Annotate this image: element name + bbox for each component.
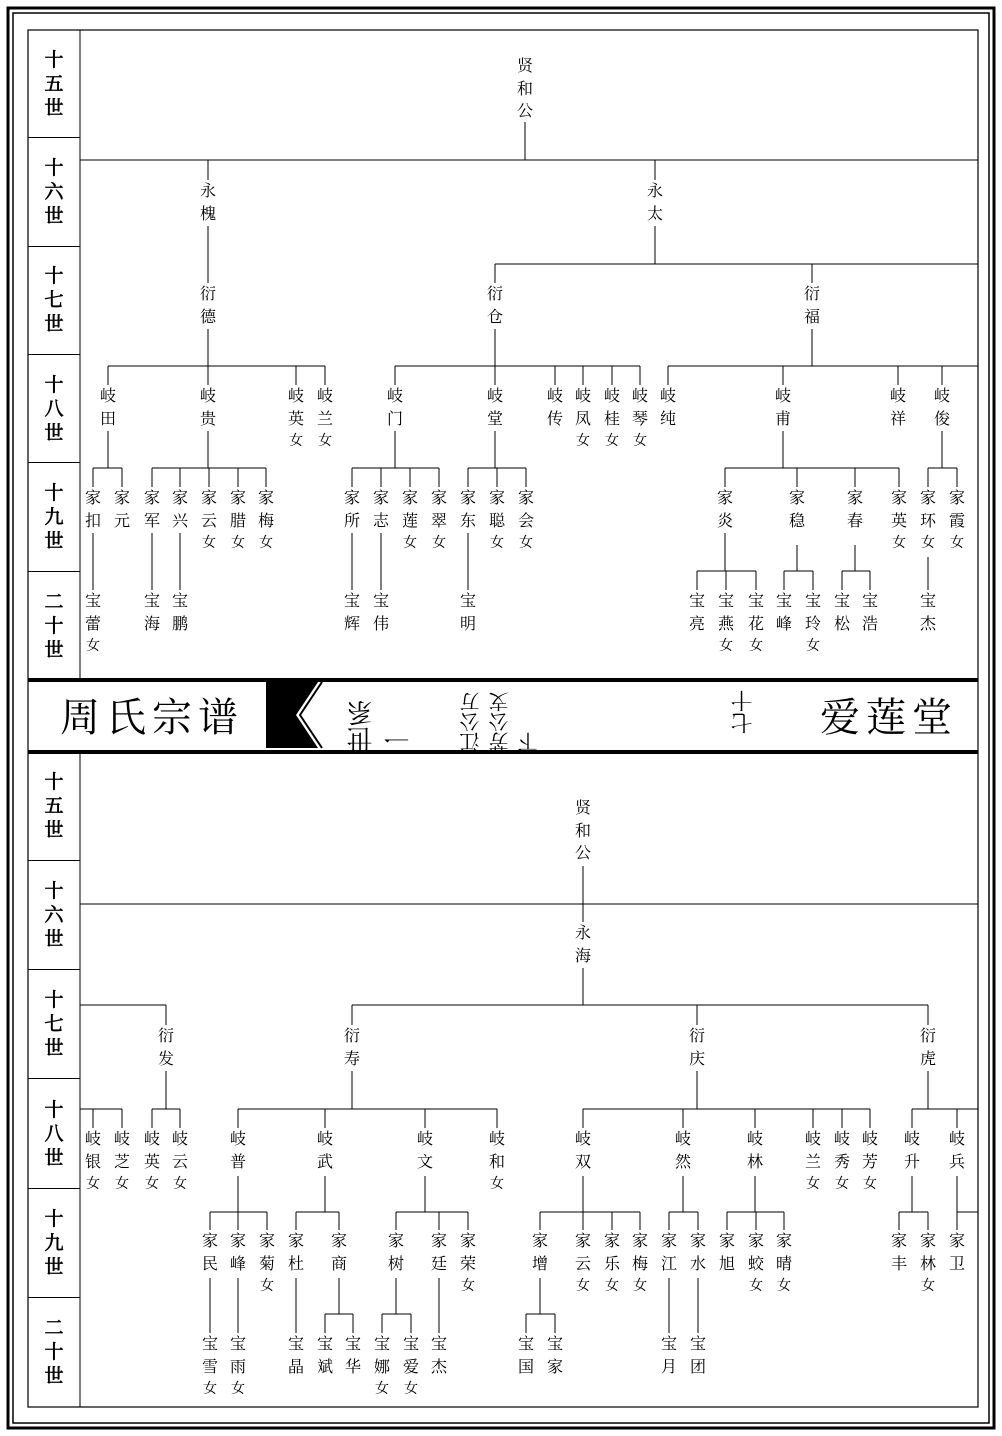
person-node: 岐 堂	[486, 386, 503, 428]
person-node: 家 英 女	[890, 488, 907, 551]
person-node: 宝 杰	[430, 1334, 447, 1376]
person-node: 岐 俊	[933, 386, 950, 428]
person-node: 岐 芳 女	[861, 1129, 878, 1192]
person-node: 衍 德	[199, 284, 216, 326]
person-node: 宝 伟	[372, 591, 389, 633]
person-node: 贤 和 公	[516, 56, 533, 120]
generation-label: 十 八 世	[28, 355, 80, 463]
generation-label: 十 六 世	[28, 861, 80, 970]
person-node: 家 莲 女	[401, 488, 418, 551]
person-node: 岐 琴 女	[631, 386, 648, 449]
person-node: 宝 燕 女	[717, 591, 734, 654]
person-node: 宝 国	[517, 1334, 534, 1376]
section-label: 世系一	[347, 700, 414, 752]
branch-label: 江公万芳公支下	[459, 692, 541, 752]
person-node: 衍 福	[803, 284, 820, 326]
person-node: 衍 寿	[343, 1026, 360, 1068]
person-node: 宝 蕾 女	[84, 591, 101, 654]
person-node: 宝 雪 女	[201, 1334, 218, 1397]
person-node: 宝 鹏	[171, 591, 188, 633]
person-node: 岐 升	[903, 1129, 920, 1171]
person-node: 家 丰	[890, 1231, 907, 1273]
person-node: 家 旭	[718, 1231, 735, 1273]
person-node: 家 峰	[229, 1231, 246, 1273]
person-node: 宝 杰	[919, 591, 936, 633]
person-node: 宝 娜 女	[373, 1334, 390, 1397]
person-node: 岐 芝 女	[113, 1129, 130, 1192]
person-node: 宝 峰	[775, 591, 792, 633]
person-node: 衍 仓	[486, 284, 503, 326]
person-node: 家 腊 女	[229, 488, 246, 551]
person-node: 岐 纯	[659, 386, 676, 428]
person-node: 家 翠 女	[430, 488, 447, 551]
person-node: 宝 松	[833, 591, 850, 633]
person-node: 家 霞 女	[948, 488, 965, 551]
generation-label: 十 五 世	[28, 30, 80, 138]
person-node: 家 卫	[948, 1231, 965, 1273]
person-node: 岐 英 女	[287, 386, 304, 449]
person-node: 家 水	[689, 1231, 706, 1273]
hall-name: 爱 莲 堂	[820, 695, 954, 741]
person-node: 岐 桂 女	[603, 386, 620, 449]
person-node: 宝 雨 女	[229, 1334, 246, 1397]
person-node: 家 所	[343, 488, 360, 530]
person-node: 家 梅 女	[631, 1231, 648, 1294]
person-node: 家 荣 女	[459, 1231, 476, 1294]
person-node: 永 海	[574, 923, 591, 965]
person-node: 家 东	[459, 488, 476, 530]
person-node: 家 兴	[171, 488, 188, 530]
person-node: 岐 甫	[774, 386, 791, 428]
person-node: 家 环 女	[919, 488, 936, 551]
banner-arrow-emblem	[266, 680, 346, 752]
person-node: 宝 浩	[861, 591, 878, 633]
generation-label: 十 九 世	[28, 1189, 80, 1298]
person-node: 岐 武	[316, 1129, 333, 1171]
generation-label: 十 五 世	[28, 752, 80, 861]
person-node: 宝 明	[459, 591, 476, 633]
banner	[28, 680, 978, 752]
person-node: 宝 辉	[343, 591, 360, 633]
generation-label: 十 七 世	[28, 970, 80, 1079]
person-node: 家 元	[113, 488, 130, 530]
person-node: 岐 银 女	[84, 1129, 101, 1192]
person-node: 宝 家	[546, 1334, 563, 1376]
person-node: 永 太	[646, 181, 663, 223]
person-node: 宝 月	[660, 1334, 677, 1376]
person-node: 家 志	[372, 488, 389, 530]
person-node: 衍 发	[157, 1026, 174, 1068]
generation-label: 十 七 世	[28, 247, 80, 355]
person-node: 岐 田	[99, 386, 116, 428]
person-node: 岐 英 女	[143, 1129, 160, 1192]
person-node: 岐 兵	[948, 1129, 965, 1171]
person-node: 宝 爱 女	[402, 1334, 419, 1397]
generation-label: 十 八 世	[28, 1080, 80, 1189]
person-node: 家 稳	[788, 488, 805, 530]
person-node: 家 杜	[287, 1231, 304, 1273]
person-node: 家 江	[660, 1231, 677, 1273]
person-node: 岐 祥	[889, 386, 906, 428]
person-node: 家 商	[330, 1231, 347, 1273]
person-node: 宝 花 女	[747, 591, 764, 654]
generation-label: 二 十 世	[44, 590, 64, 661]
person-node: 家 军	[143, 488, 160, 530]
person-node: 岐 双	[574, 1129, 591, 1171]
person-node: 家 乐 女	[603, 1231, 620, 1294]
person-node: 家 晴 女	[775, 1231, 792, 1294]
person-node: 岐 凤 女	[574, 386, 591, 449]
person-node: 衍 虎	[919, 1026, 936, 1068]
person-node: 家 云 女	[200, 488, 217, 551]
person-node: 家 梅 女	[257, 488, 274, 551]
person-node: 宝 团	[689, 1334, 706, 1376]
person-node: 家 云 女	[574, 1231, 591, 1294]
person-node: 衍 庆	[688, 1026, 705, 1068]
page-number: 七十	[731, 690, 756, 734]
person-node: 宝 晶	[287, 1334, 304, 1376]
person-node: 永 槐	[199, 181, 216, 223]
person-node: 家 林 女	[919, 1231, 936, 1294]
person-node: 宝 斌	[316, 1334, 333, 1376]
person-node: 岐 普	[229, 1129, 246, 1171]
person-node: 家 增	[531, 1231, 548, 1273]
person-node: 岐 秀 女	[833, 1129, 850, 1192]
person-node: 宝 玲 女	[804, 591, 821, 654]
person-node: 岐 门	[386, 386, 403, 428]
person-node: 家 民	[201, 1231, 218, 1273]
person-node: 家 炎	[716, 488, 733, 530]
person-node: 宝 华	[344, 1334, 361, 1376]
person-node: 岐 兰 女	[804, 1129, 821, 1192]
person-node: 家 菊 女	[258, 1231, 275, 1294]
person-node: 宝 海	[143, 591, 160, 633]
person-node: 贤 和 公	[574, 798, 591, 862]
person-node: 家 会 女	[517, 488, 534, 551]
person-node: 岐 云 女	[171, 1129, 188, 1192]
person-node: 家 廷	[430, 1231, 447, 1273]
generation-label: 十 九 世	[28, 463, 80, 571]
person-node: 岐 然	[674, 1129, 691, 1171]
generation-label: 十 六 世	[28, 138, 80, 246]
person-node: 岐 传	[546, 386, 563, 428]
person-node: 岐 和 女	[488, 1129, 505, 1192]
person-node: 宝 亮	[688, 591, 705, 633]
person-node: 家 蛟 女	[747, 1231, 764, 1294]
person-node: 家 树	[387, 1231, 404, 1273]
person-node: 岐 兰 女	[316, 386, 333, 449]
person-node: 家 聪 女	[488, 488, 505, 551]
generation-label: 二 十 世	[44, 1317, 64, 1388]
genealogy-title: 周 氏 宗 谱	[60, 695, 240, 741]
person-node: 岐 林	[746, 1129, 763, 1171]
person-node: 岐 文	[416, 1129, 433, 1171]
person-node: 家 春	[846, 488, 863, 530]
person-node: 岐 贵	[199, 386, 216, 428]
person-node: 家 扣	[84, 488, 101, 530]
